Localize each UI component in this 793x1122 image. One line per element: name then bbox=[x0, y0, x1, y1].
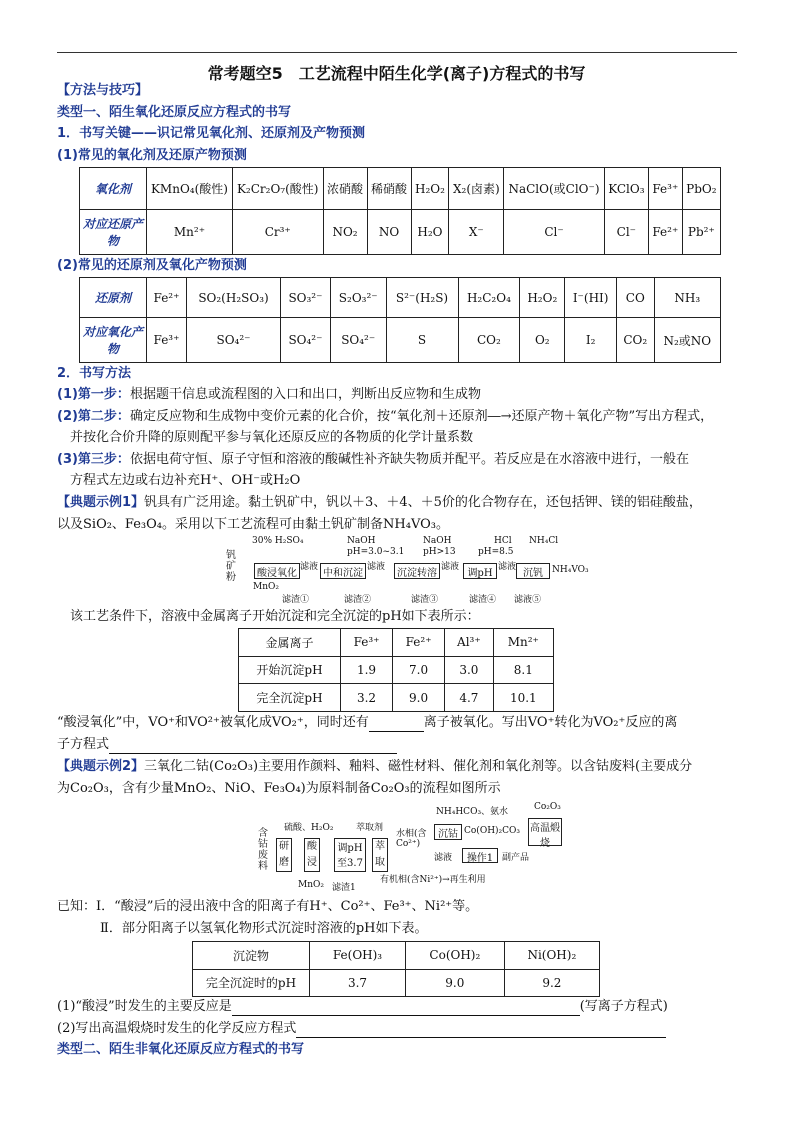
step-box: 沉钴 bbox=[434, 824, 462, 840]
organic-label: 有机相(含Ni²⁺)→再生利用 bbox=[380, 875, 486, 885]
reductant-row-head: 还原剂 bbox=[80, 278, 147, 318]
table-cell: 9.0 bbox=[405, 969, 504, 997]
table-cell: 开始沉淀pH bbox=[239, 656, 341, 684]
step3-cont: 方程式左边或右边补充H⁺、OH⁻或H₂O bbox=[70, 473, 301, 488]
sub2-heading: (2)常见的还原剂及氧化产物预测 bbox=[57, 258, 247, 273]
known-1: 已知：Ⅰ．“酸浸”后的浸出液中含的阳离子有H⁺、Co²⁺、Fe³⁺、Ni²⁺等。 bbox=[57, 899, 479, 914]
step3: (3)第三步：依据电荷守恒、原子守恒和溶液的酸碱性补齐缺失物质并配平。若反应是在水溶液中进行，一般在 bbox=[57, 452, 689, 467]
reagent: 硫酸、H₂O₂ bbox=[284, 823, 334, 833]
step-box: 中和沉淀 bbox=[320, 563, 366, 579]
table-cell: X⁻ bbox=[449, 210, 504, 255]
table-cell: 1.9 bbox=[341, 656, 393, 684]
example2-q1: (1)“酸浸”时发生的主要反应是 (写离子方程式) bbox=[57, 999, 668, 1014]
intermediate-label: Co(OH)₂CO₃ bbox=[464, 826, 521, 836]
table-cell: CO₂ bbox=[617, 318, 654, 363]
condition: pH>13 bbox=[423, 547, 456, 557]
table-cell: Mn²⁺ bbox=[147, 210, 233, 255]
table-header: 沉淀物 bbox=[193, 942, 310, 970]
filtrate-label: 滤液 bbox=[367, 562, 386, 572]
residue-label: 滤渣③ bbox=[411, 595, 439, 605]
method-heading: 【方法与技巧】 bbox=[57, 83, 149, 98]
table-cell: NH₃ bbox=[654, 278, 720, 318]
type2-heading: 类型二、陌生非氧化还原反应方程式的书写 bbox=[57, 1042, 305, 1057]
example1-intro: 【典题示例1】钒具有广泛用途。黏土钒矿中，钒以＋3、＋4、＋5价的化合物存在，还包括钾、镁的铝硅酸盐， bbox=[57, 495, 702, 510]
table-cell: S bbox=[386, 318, 458, 363]
table-cell: KMnO₄(酸性) bbox=[147, 168, 233, 210]
table-cell: I₂ bbox=[565, 318, 617, 363]
filtrate-label: 滤液 bbox=[434, 853, 453, 863]
example1-question: “酸浸氧化”中，VO⁺和VO²⁺被氧化成VO₂⁺，同时还有 离子被氧化。写出VO⁺转化为VO₂⁺反应的离 bbox=[57, 715, 678, 730]
table-cell: Cr³⁺ bbox=[232, 210, 323, 255]
filtrate-label: 滤液 bbox=[498, 562, 517, 572]
reagent: 30% H₂SO₄ bbox=[252, 536, 304, 546]
table-cell: SO₄²⁻ bbox=[281, 318, 331, 363]
table-cell: X₂(卤素) bbox=[449, 168, 504, 210]
table-cell: I⁻(HI) bbox=[565, 278, 617, 318]
product-label: Co₂O₃ bbox=[534, 802, 561, 812]
table-cell: 稀硝酸 bbox=[367, 168, 411, 210]
table-cell: H₂O bbox=[411, 210, 449, 255]
part1-heading: 1．书写关键——识记常见氧化剂、还原剂及产物预测 bbox=[57, 126, 366, 141]
table-cell: 7.0 bbox=[393, 656, 445, 684]
oxidation-product-row-head: 对应氧化产物 bbox=[80, 318, 147, 363]
step-box: 研磨 bbox=[276, 838, 292, 872]
table-cell: CO bbox=[617, 278, 654, 318]
example1-intro-cont: 以及SiO₂、Fe₃O₄。采用以下工艺流程可由黏土钒矿制备NH₄VO₃。 bbox=[57, 517, 449, 532]
table-cell: 9.0 bbox=[393, 684, 445, 712]
ph-table-1 bbox=[238, 628, 554, 712]
step-box: 调pH至3.7 bbox=[334, 838, 366, 872]
sub1-heading: (1)常见的氧化剂及还原产物预测 bbox=[57, 148, 247, 163]
table-cell: 3.2 bbox=[341, 684, 393, 712]
page-title: 常考题空5 工艺流程中陌生化学(离子)方程式的书写 bbox=[207, 64, 586, 83]
answer-blank[interactable] bbox=[232, 1003, 580, 1016]
table-cell: NaClO(或ClO⁻) bbox=[504, 168, 604, 210]
reagent: NaOH bbox=[423, 536, 452, 546]
table-cell: Cl⁻ bbox=[604, 210, 648, 255]
reagent: NH₄HCO₃、氨水 bbox=[436, 807, 509, 817]
oxidant-row-head: 氧化剂 bbox=[80, 168, 147, 210]
filtrate-label: 滤液 bbox=[441, 562, 460, 572]
table-header: Co(OH)₂ bbox=[405, 942, 504, 970]
residue-label: 滤液⑤ bbox=[514, 595, 542, 605]
known-2: Ⅱ．部分阳离子以氢氧化物形式沉淀时溶液的pH如下表。 bbox=[100, 921, 428, 936]
table-header: Mn²⁺ bbox=[493, 629, 553, 657]
mno2-label: MnO₂ bbox=[298, 880, 324, 890]
table-header: Fe³⁺ bbox=[341, 629, 393, 657]
table-cell: 完全沉淀时的pH bbox=[193, 969, 310, 997]
table-cell: 9.2 bbox=[504, 969, 599, 997]
product-label: NH₄VO₃ bbox=[552, 565, 589, 575]
step1: (1)第一步：根据题干信息或流程图的入口和出口，判断出反应物和生成物 bbox=[57, 387, 481, 402]
reagent: HCl bbox=[494, 536, 512, 546]
reagent: NaOH bbox=[347, 536, 376, 546]
table-cell: 完全沉淀pH bbox=[239, 684, 341, 712]
table-cell: H₂O₂ bbox=[411, 168, 449, 210]
example1-question-cont: 子方程式 bbox=[57, 736, 397, 754]
flow-diagram-2 bbox=[258, 798, 568, 894]
filtrate-label: 滤液 bbox=[300, 562, 319, 572]
table-cell: Fe²⁺ bbox=[147, 278, 187, 318]
flow-diagram-1 bbox=[226, 536, 596, 606]
ph-table-2 bbox=[192, 941, 600, 997]
condition: pH=3.0~3.1 bbox=[347, 547, 405, 557]
table-cell: N₂或NO bbox=[654, 318, 720, 363]
step-box: 酸浸 bbox=[304, 838, 320, 872]
table-cell: PbO₂ bbox=[682, 168, 720, 210]
type1-heading: 类型一、陌生氧化还原反应方程式的书写 bbox=[57, 105, 292, 120]
table-cell: NO₂ bbox=[323, 210, 367, 255]
table-cell: K₂Cr₂O₇(酸性) bbox=[232, 168, 323, 210]
residue-label: 滤渣④ bbox=[469, 595, 497, 605]
table-cell: 3.7 bbox=[310, 969, 406, 997]
table-cell: Pb²⁺ bbox=[682, 210, 720, 255]
step-box: 高温煅烧 bbox=[528, 818, 562, 846]
condition: pH=8.5 bbox=[478, 547, 514, 557]
step-box: 沉淀转溶 bbox=[394, 563, 440, 579]
residue-label: 滤渣1 bbox=[332, 883, 356, 893]
answer-blank[interactable] bbox=[369, 719, 424, 732]
table-header: Al³⁺ bbox=[445, 629, 493, 657]
table-cell: 浓硝酸 bbox=[323, 168, 367, 210]
table-cell: Fe³⁺ bbox=[649, 168, 683, 210]
table-cell: Fe³⁺ bbox=[147, 318, 187, 363]
step-box: 酸浸氧化 bbox=[254, 563, 300, 579]
step-box: 沉钒 bbox=[516, 563, 550, 579]
table-cell: O₂ bbox=[520, 318, 565, 363]
table-cell: Fe²⁺ bbox=[649, 210, 683, 255]
example2-intro-cont: 为Co₂O₃，含有少量MnO₂、NiO、Fe₃O₄)为原料制备Co₂O₃的流程如图所示 bbox=[57, 781, 501, 796]
reagent: 萃取剂 bbox=[356, 823, 384, 833]
part2-heading: 2．书写方法 bbox=[57, 366, 132, 381]
answer-blank[interactable] bbox=[296, 1025, 666, 1038]
feed-label: 含钴废料 bbox=[258, 828, 268, 872]
aqueous-label: 水相(含Co²⁺) bbox=[396, 829, 427, 849]
table-cell: H₂O₂ bbox=[520, 278, 565, 318]
table-header: Ni(OH)₂ bbox=[504, 942, 599, 970]
table-cell: SO₂(H₂SO₃) bbox=[187, 278, 281, 318]
step-box: 操作1 bbox=[462, 848, 498, 863]
step2: (2)第二步：确定反应物和生成物中变价元素的化合价，按“氧化剂＋还原剂―→还原产物＋氧化产物”写出方程式， bbox=[57, 409, 714, 424]
reduction-product-row-head: 对应还原产物 bbox=[80, 210, 147, 255]
table-cell: SO₃²⁻ bbox=[281, 278, 331, 318]
oxidant-table bbox=[79, 167, 721, 255]
reagent: NH₄Cl bbox=[529, 536, 559, 546]
table-cell: S²⁻(H₂S) bbox=[386, 278, 458, 318]
mno2-label: MnO₂ bbox=[253, 582, 279, 592]
example2-q2: (2)写出高温煅烧时发生的化学反应方程式 bbox=[57, 1020, 666, 1038]
step-box: 调pH bbox=[463, 563, 497, 579]
table-cell: S₂O₃²⁻ bbox=[330, 278, 386, 318]
table-cell: CO₂ bbox=[458, 318, 520, 363]
table-cell: Cl⁻ bbox=[504, 210, 604, 255]
table-cell: 10.1 bbox=[493, 684, 553, 712]
table-header: 金属离子 bbox=[239, 629, 341, 657]
table-cell: SO₄²⁻ bbox=[330, 318, 386, 363]
table-cell: 4.7 bbox=[445, 684, 493, 712]
residue-label: 滤渣② bbox=[344, 595, 372, 605]
example2-intro: 【典题示例2】三氧化二钴(Co₂O₃)主要用作颜料、釉料、磁性材料、催化剂和氧化剂等。以含钴废料(主要成分 bbox=[57, 759, 693, 774]
byproduct-label: 副产品 bbox=[502, 853, 530, 863]
feed-label: 钒矿粉 bbox=[226, 550, 236, 583]
table-cell: NO bbox=[367, 210, 411, 255]
header-rule bbox=[57, 52, 737, 53]
answer-blank[interactable] bbox=[109, 741, 397, 754]
table-cell: 3.0 bbox=[445, 656, 493, 684]
reductant-table bbox=[79, 277, 721, 363]
table-cell: SO₄²⁻ bbox=[187, 318, 281, 363]
step2-cont: 并按化合价升降的原则配平参与氧化还原反应的各物质的化学计量系数 bbox=[70, 430, 474, 445]
table-cell: H₂C₂O₄ bbox=[458, 278, 520, 318]
residue-label: 滤渣① bbox=[282, 595, 310, 605]
table-cell: 8.1 bbox=[493, 656, 553, 684]
table-cell: KClO₃ bbox=[604, 168, 648, 210]
table-header: Fe(OH)₃ bbox=[310, 942, 406, 970]
step-box: 萃取 bbox=[372, 838, 388, 872]
example1-table-intro: 该工艺条件下，溶液中金属离子开始沉淀和完全沉淀的pH如下表所示： bbox=[70, 609, 480, 624]
table-header: Fe²⁺ bbox=[393, 629, 445, 657]
